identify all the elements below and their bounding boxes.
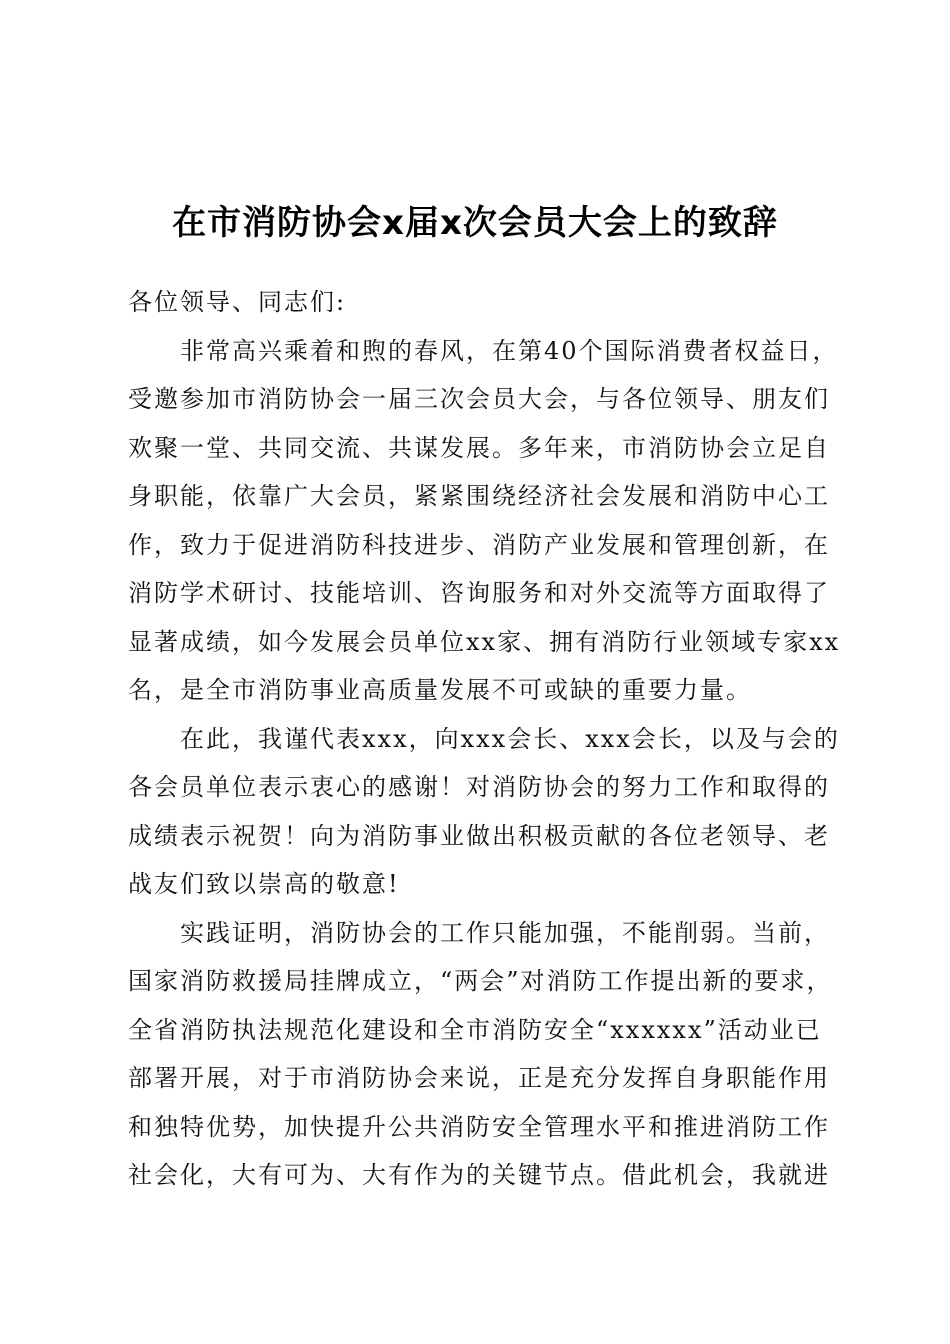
document-title: 在市消防协会x届x次会员大会上的致辞 bbox=[172, 203, 778, 243]
paragraph-1-line-2: 受邀参加市消防协会一届三次会员大会，与各位领导、朋友们 bbox=[128, 385, 830, 413]
document-body bbox=[128, 278, 841, 1200]
paragraph-2-line-2: 各会员单位表示衷心的感谢！对消防协会的努力工作和取得的 bbox=[128, 773, 830, 801]
paragraph-2-line-3: 成绩表示祝贺！向为消防事业做出积极贡献的各位老领导、老 bbox=[128, 821, 830, 850]
paragraph-3-line-4: 部署开展，对于市消防协会来说，正是充分发挥自身职能作用 bbox=[128, 1064, 830, 1092]
paragraph-1-line-7: 显著成绩，如今发展会员单位xx家、拥有消防行业领域专家xx bbox=[128, 627, 841, 656]
paragraph-1-line-5: 作，致力于促进消防科技进步、消防产业发展和管理创新，在 bbox=[128, 530, 830, 559]
paragraph-1-line-8: 名，是全市消防事业高质量发展不可或缺的重要力量。 bbox=[128, 676, 752, 704]
paragraph-1-line-1: 非常高兴乘着和煦的春风，在第40个国际消费者权益日， bbox=[180, 336, 839, 365]
paragraph-3-line-3: 全省消防执法规范化建设和全市消防安全“xxxxxx”活动业已 bbox=[128, 1015, 822, 1044]
paragraph-1-line-6: 消防学术研讨、技能培训、咨询服务和对外交流等方面取得了 bbox=[128, 579, 830, 607]
paragraph-3-line-1: 实践证明，消防协会的工作只能加强，不能削弱。当前， bbox=[180, 918, 830, 947]
paragraph-3-line-2: 国家消防救援局挂牌成立，“两会”对消防工作提出新的要求， bbox=[128, 967, 833, 995]
paragraph-3-line-6: 社会化，大有可为、大有作为的关键节点。借此机会，我就进 bbox=[128, 1161, 830, 1189]
paragraph-1-line-4: 身职能，依靠广大会员，紧紧围绕经济社会发展和消防中心工 bbox=[128, 482, 830, 510]
paragraph-3-line-5: 和独特优势，加快提升公共消防安全管理水平和推进消防工作 bbox=[128, 1112, 830, 1141]
paragraph-2-line-4: 战友们致以崇高的敬意! bbox=[128, 870, 400, 898]
paragraph-2-line-1: 在此，我谨代表xxx，向xxx会长、xxx会长，以及与会的 bbox=[180, 724, 840, 753]
greeting-line: 各位领导、同志们: bbox=[128, 288, 347, 316]
paragraph-1-line-3: 欢聚一堂、共同交流、共谋发展。多年来，市消防协会立足自 bbox=[128, 433, 830, 462]
